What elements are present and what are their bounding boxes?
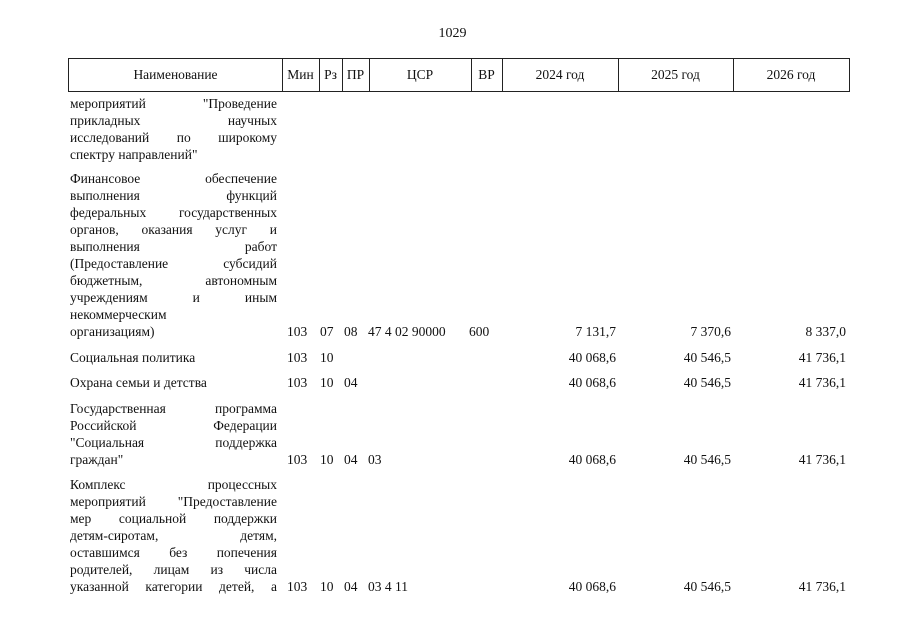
header-name: Наименование bbox=[68, 58, 283, 92]
header-csr: ЦСР bbox=[369, 58, 472, 92]
name-line: прикладных научных bbox=[70, 113, 277, 128]
name-line: выполнения функций bbox=[70, 188, 277, 203]
name-line: исследований по широкому bbox=[70, 130, 277, 145]
cell-2024: 40 068,6 bbox=[568, 350, 616, 365]
cell-2025: 40 546,5 bbox=[683, 452, 731, 467]
name-line: указанной категории детей, а bbox=[70, 579, 277, 594]
header-vr: ВР bbox=[471, 58, 503, 92]
name-line: бюджетным, автономным bbox=[70, 273, 277, 288]
name-line: мер социальной поддержки bbox=[70, 511, 277, 526]
header-pr: ПР bbox=[342, 58, 370, 92]
cell-2025: 40 546,5 bbox=[683, 579, 731, 594]
cell-2025: 40 546,5 bbox=[683, 375, 731, 390]
cell-2026: 41 736,1 bbox=[798, 375, 846, 390]
cell-csr: 03 bbox=[368, 452, 382, 467]
cell-rz: 10 bbox=[320, 452, 334, 467]
name-line: органов, оказания услуг и bbox=[70, 222, 277, 237]
name-line: родителей, лицам из числа bbox=[70, 562, 277, 577]
name-line: Комплекс процессных bbox=[70, 477, 277, 492]
name-line: Российской Федерации bbox=[70, 418, 277, 433]
row-name bbox=[70, 476, 277, 595]
name-line: (Предоставление субсидий bbox=[70, 256, 277, 271]
header-rz: Рз bbox=[319, 58, 343, 92]
cell-vr: 600 bbox=[469, 324, 490, 339]
name-line: оставшимся без попечения bbox=[70, 545, 277, 560]
name-line: некоммерческим bbox=[70, 307, 167, 322]
name-line: мероприятий "Предоставление bbox=[70, 494, 277, 509]
name-line: учреждениям и иным bbox=[70, 290, 277, 305]
cell-2026: 41 736,1 bbox=[798, 579, 846, 594]
cell-min: 103 bbox=[287, 452, 308, 467]
cell-2024: 40 068,6 bbox=[568, 375, 616, 390]
cell-2024: 7 131,7 bbox=[575, 324, 616, 339]
name-line: граждан" bbox=[70, 452, 124, 467]
cell-pr: 04 bbox=[344, 452, 358, 467]
page-number: 1029 bbox=[438, 26, 467, 41]
cell-rz: 10 bbox=[320, 375, 334, 390]
row-name bbox=[70, 400, 277, 468]
cell-csr: 47 4 02 90000 bbox=[368, 324, 446, 339]
row-name bbox=[70, 170, 277, 340]
name-line: Государственная программа bbox=[70, 401, 277, 416]
name-line: организациям) bbox=[70, 324, 155, 339]
header-2026: 2026 год bbox=[733, 58, 850, 92]
cell-pr: 08 bbox=[344, 324, 358, 339]
name-line: детям-сиротам, детям, bbox=[70, 528, 277, 543]
name-line: "Социальная поддержка bbox=[70, 435, 277, 450]
cell-rz: 07 bbox=[320, 324, 334, 339]
name-line: федеральных государственных bbox=[70, 205, 277, 220]
cell-2026: 41 736,1 bbox=[798, 452, 846, 467]
cell-2024: 40 068,6 bbox=[568, 452, 616, 467]
cell-pr: 04 bbox=[344, 579, 358, 594]
cell-2026: 8 337,0 bbox=[805, 324, 846, 339]
header-2025: 2025 год bbox=[618, 58, 734, 92]
cell-min: 103 bbox=[287, 324, 308, 339]
name-line: мероприятий "Проведение bbox=[70, 96, 277, 111]
cell-2025: 40 546,5 bbox=[683, 350, 731, 365]
header-2024: 2024 год bbox=[502, 58, 619, 92]
row-name bbox=[70, 95, 277, 163]
name-line: Охрана семьи и детства bbox=[70, 375, 207, 390]
cell-pr: 04 bbox=[344, 375, 358, 390]
cell-min: 103 bbox=[287, 350, 308, 365]
cell-rz: 10 bbox=[320, 350, 334, 365]
cell-2025: 7 370,6 bbox=[690, 324, 731, 339]
cell-min: 103 bbox=[287, 579, 308, 594]
cell-rz: 10 bbox=[320, 579, 334, 594]
row-name bbox=[70, 349, 277, 366]
name-line: Социальная политика bbox=[70, 350, 196, 365]
name-line: Финансовое обеспечение bbox=[70, 171, 277, 186]
name-line: спектру направлений" bbox=[70, 147, 198, 162]
cell-2026: 41 736,1 bbox=[798, 350, 846, 365]
cell-2024: 40 068,6 bbox=[568, 579, 616, 594]
cell-csr: 03 4 11 bbox=[368, 579, 408, 594]
row-name bbox=[70, 374, 277, 391]
cell-min: 103 bbox=[287, 375, 308, 390]
header-min: Мин bbox=[282, 58, 320, 92]
name-line: выполнения работ bbox=[70, 239, 277, 254]
